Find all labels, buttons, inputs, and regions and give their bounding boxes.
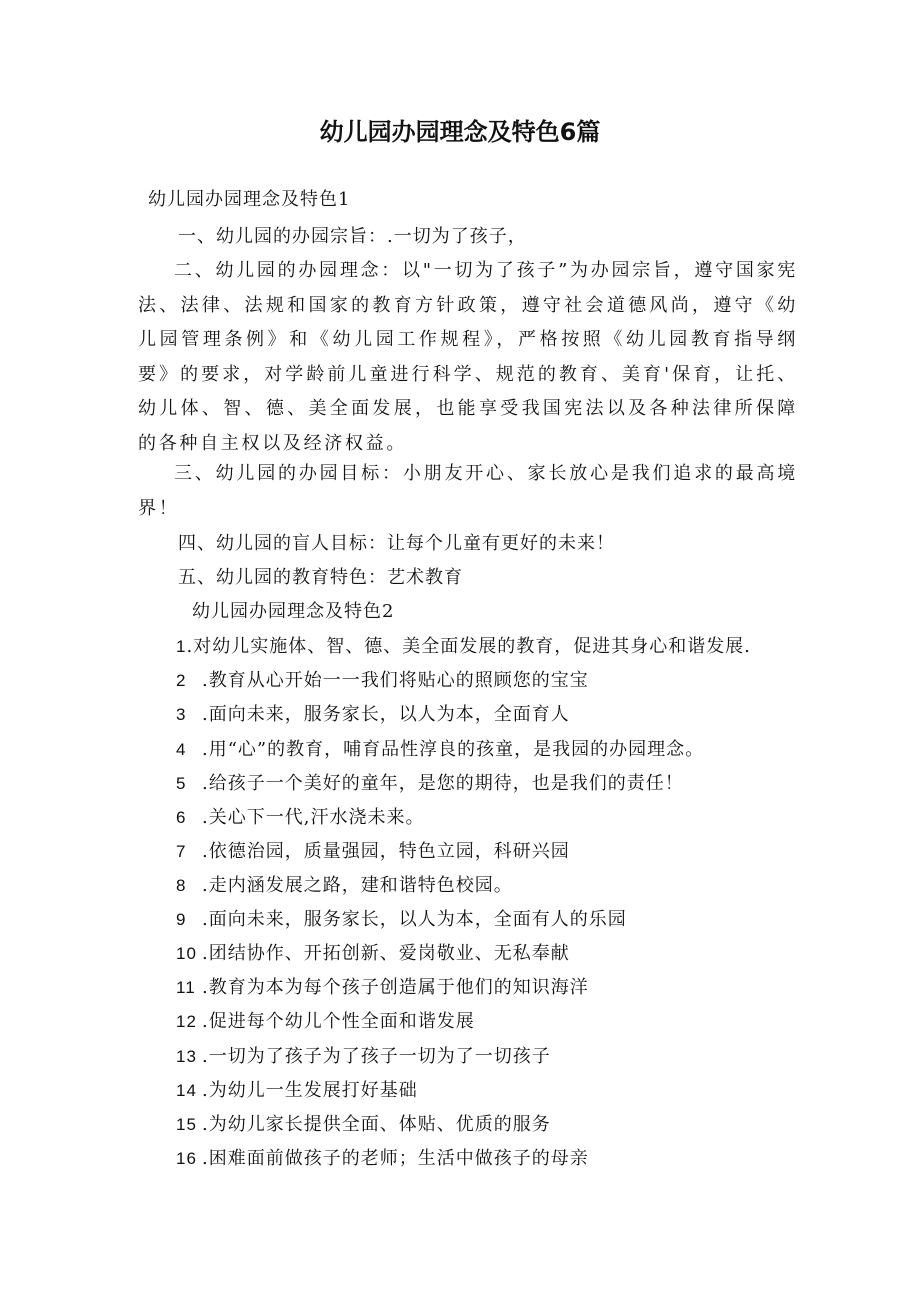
list-item bbox=[176, 698, 570, 732]
item-text: .教育从心开始一一我们将贴心的照顾您的宝宝 bbox=[202, 670, 589, 691]
list-item bbox=[176, 630, 751, 664]
item-text: .走内涵发展之路，建和谐特色校园。 bbox=[202, 875, 513, 896]
list-item bbox=[176, 1108, 551, 1142]
item-number: 11 bbox=[176, 978, 196, 997]
item-number: 4 bbox=[176, 740, 187, 759]
list-item bbox=[176, 869, 513, 903]
item-text: .促进每个幼儿个性全面和谐发展 bbox=[202, 1011, 475, 1032]
paragraph-philosophy: 二、幼儿园的办园理念：以"一切为了孩子”为办园宗旨，遵守国家宪法、法律、法规和国家的教育方针政策，遵守社会道德风尚，遵守《幼儿园管理条例》和《幼儿园工作规程》，严格按照《幼儿园教育指导纲要》的要求，对学龄前儿童进行科学、规范的教育、美育'保育，让托、幼儿体、智、德、美全面发展，也能享受我国宪法以及各种法律所保障的各种自主权以及经济权益。 bbox=[138, 260, 798, 454]
item-number: 10 bbox=[176, 944, 197, 963]
item-number: 7 bbox=[176, 842, 187, 861]
item-text: .团结协作、开拓创新、爱岗敬业、无私奉献 bbox=[202, 943, 570, 964]
item-text: .关心下一代,汗水浇未来。 bbox=[202, 807, 425, 828]
item-text: .面向未来，服务家长，以人为本，全面有人的乐园 bbox=[202, 909, 627, 930]
list-item bbox=[176, 1005, 475, 1039]
list-item bbox=[176, 937, 570, 971]
item-number: 1 bbox=[176, 637, 187, 656]
page-title: 幼儿园办园理念及特色6篇 bbox=[319, 118, 601, 146]
section-heading-2: 幼儿园办园理念及特色2 bbox=[192, 601, 395, 622]
item-number: 9 bbox=[176, 910, 187, 929]
list-item bbox=[176, 835, 570, 869]
item-text: .面向未来，服务家长，以人为本，全面育人 bbox=[202, 704, 570, 725]
item-number: 6 bbox=[176, 808, 187, 827]
item-number: 2 bbox=[176, 671, 187, 690]
paragraph-mission: 一、幼儿园的办园宗旨：.一切为了孩子， bbox=[178, 226, 527, 247]
item-text: .为幼儿家长提供全面、体贴、优质的服务 bbox=[202, 1114, 551, 1135]
list-item bbox=[176, 733, 704, 767]
list-item bbox=[176, 903, 627, 937]
list-item bbox=[176, 971, 589, 1005]
item-text: .用“心”的教育，哺育品性淳良的孩童，是我园的办园理念。 bbox=[202, 739, 705, 760]
list-item bbox=[176, 1142, 589, 1176]
item-number: 13 bbox=[176, 1047, 197, 1066]
item-number: 14 bbox=[176, 1081, 197, 1100]
item-number: 16 bbox=[176, 1149, 197, 1168]
paragraph-education-goal: 四、幼儿园的盲人目标：让每个儿童有更好的未来！ bbox=[178, 533, 615, 554]
item-number: 15 bbox=[176, 1115, 197, 1134]
list-item bbox=[176, 801, 424, 835]
section-heading-1: 幼儿园办园理念及特色1 bbox=[148, 189, 351, 210]
item-text: .对幼儿实施体、智、德、美全面发展的教育，促进其身心和谐发展. bbox=[186, 636, 751, 657]
item-text: .给孩子一个美好的童年，是您的期待，也是我们的责任！ bbox=[202, 773, 684, 794]
paragraph-goal: 三、幼儿园的办园目标：小朋友开心、家长放心是我们追求的最高境界！ bbox=[138, 463, 798, 519]
list-item bbox=[176, 767, 684, 801]
item-text: .为幼儿一生发展打好基础 bbox=[202, 1080, 418, 1101]
item-text: .困难面前做孩子的老师；生活中做孩子的母亲 bbox=[202, 1148, 589, 1169]
item-number: 3 bbox=[176, 705, 187, 724]
list-item bbox=[176, 664, 589, 698]
item-number: 5 bbox=[176, 774, 187, 793]
item-number: 12 bbox=[176, 1012, 197, 1031]
item-text: .一切为了孩子为了孩子一切为了一切孩子 bbox=[202, 1046, 551, 1067]
paragraph-feature: 五、幼儿园的教育特色：艺术教育 bbox=[178, 567, 463, 588]
item-text: .教育为本为每个孩子创造属于他们的知识海洋 bbox=[202, 977, 589, 998]
list-item bbox=[176, 1040, 551, 1074]
item-text: .依德治园，质量强园，特色立园，科研兴园 bbox=[202, 841, 570, 862]
item-number: 8 bbox=[176, 876, 187, 895]
list-item bbox=[176, 1074, 418, 1108]
